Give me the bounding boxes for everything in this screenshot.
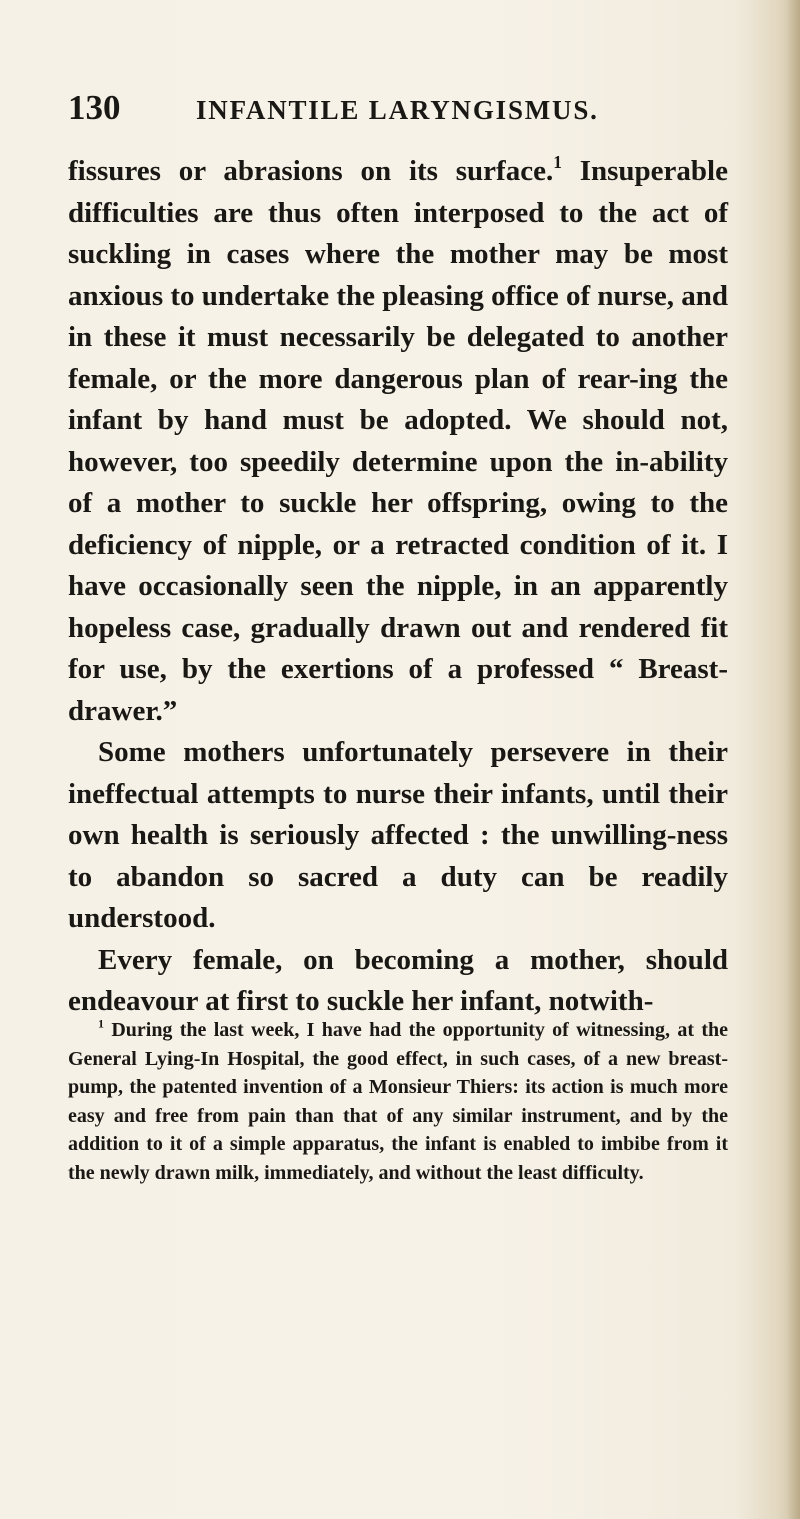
- footnote-text: During the last week, I have had the opportunity of witnessing, at the General Lying-In Hospital, the good effect, in such cases, of a new breast-pump, the patented invention of a Monsieur Thiers: its action is much more easy and free from pain than that of any similar instrument, and by the addition to it of a simple apparatus, the infant is enabled to imbibe from it the newly drawn milk, immediately, and without the least difficulty.: [68, 1019, 728, 1184]
- footnote-reference: 1: [553, 151, 562, 172]
- page-number: 130: [68, 88, 121, 127]
- running-head: [68, 88, 718, 128]
- paragraph-3: Every female, on becoming a mother, should endeavour at first to suckle her infant, notwith-: [68, 943, 728, 1017]
- footnote-marker: 1: [98, 1016, 104, 1031]
- body-text: [68, 151, 728, 1023]
- page-edge-shadow: [786, 0, 800, 1519]
- running-head-title: INFANTILE LARYNGISMUS.: [196, 95, 599, 125]
- footnote-paragraph: [68, 1016, 728, 1187]
- paragraph-1-rest: Insuperable difficulties are thus often interposed to the act of suckling in cases where the mother may be most anxious to undertake the pleasing office of nurse, and in these it must necessarily be delegated to another female, or the more dangerous plan of rear-ing the infant by hand must be adopted. We should not, however, too speedily determine upon the in-ability of a mother to suckle her offspring, owing to the deficiency of nipple, or a retracted condition of it. I have occasionally seen the nipple, in an apparently hopeless case, gradually drawn out and rendered fit for use, by the exertions of a professed “ Breast-drawer.”: [68, 155, 728, 727]
- paragraph-2: Some mothers unfortunately persevere in their ineffectual attempts to nurse their infants, until their own health is seriously affected : the unwilling-ness to abandon so sacred a duty can be readily understood.: [68, 736, 728, 934]
- paragraph-1: [68, 151, 728, 732]
- footnote: [68, 1016, 728, 1187]
- paragraph-1-start: fissures or abrasions on its surface.: [68, 155, 554, 187]
